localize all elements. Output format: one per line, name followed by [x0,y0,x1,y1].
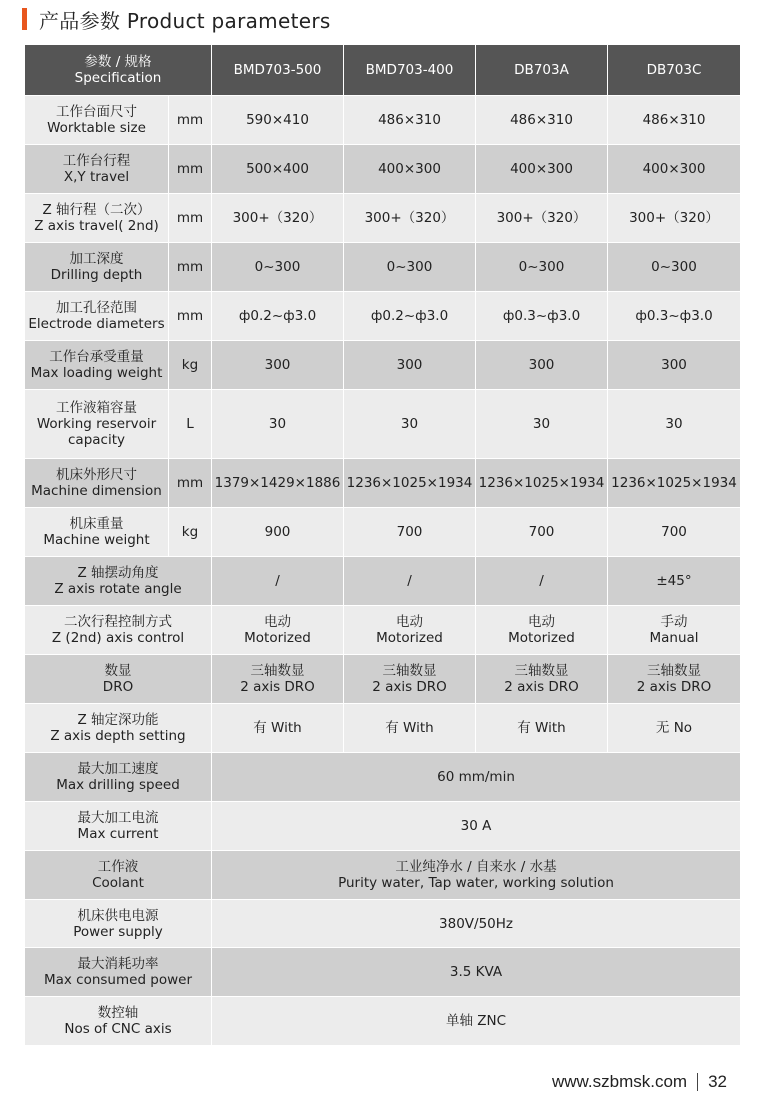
value-cell: 30 [476,390,608,459]
page-title: 产品参数 Product parameters [39,8,331,33]
param-label [25,655,212,704]
value-cell: 900 [212,508,344,557]
value-cell: 1379×1429×1886 [212,459,344,508]
value-cell: 300+（320） [212,194,344,243]
spec-header-cn: 参数 / 规格 [84,54,152,70]
param-label-en: Coolant [92,875,144,891]
param-label-en: Power supply [73,923,163,940]
value-cell: 300 [212,341,344,390]
param-label-cn: 工作液箱容量 [56,400,137,416]
value-cn: 三轴数显 [382,663,437,679]
unit-cell: kg [169,341,212,390]
param-label-en: Electrode diameters [28,316,165,332]
table-row [25,948,741,997]
value-cn: 手动 [660,614,688,630]
value-cell: 有 With [212,704,344,753]
param-label-en: Z axis rotate angle [54,581,182,597]
unit-cell: mm [169,96,212,145]
unit-cell: kg [169,508,212,557]
value-cn: 电动 [528,614,555,630]
value-cell [608,606,741,655]
value-cell: 700 [344,508,476,557]
model-header: BMD703-500 [212,45,344,96]
param-label-cn: 最大消耗功率 [77,956,159,972]
merged-value-cell: 380V/50Hz [212,900,741,948]
merged-value-cell: 3.5 KVA [212,948,741,997]
value-en: 2 axis DRO [372,679,447,695]
value-cell: / [476,557,608,606]
table-row [25,145,741,194]
value-en: Motorized [244,630,311,646]
param-label-cn: 最大加工速度 [77,761,159,777]
param-label [25,390,169,459]
model-header: BMD703-400 [344,45,476,96]
value-cell: 400×300 [608,145,741,194]
param-label-en: X,Y travel [63,169,130,185]
param-label [25,557,212,606]
value-cell: ф0.3~ф3.0 [608,292,741,341]
value-cell: 30 [212,390,344,459]
value-en: 2 axis DRO [240,679,315,695]
param-label [25,900,212,948]
param-label [25,194,169,243]
param-label-cn: 机床供电电源 [77,907,159,924]
value-cell: 300+（320） [476,194,608,243]
page-footer [552,1072,727,1092]
merged-value-cell: 60 mm/min [212,753,741,802]
param-label-en: Max consumed power [43,972,193,988]
value-en: Manual [649,630,699,646]
param-label [25,292,169,341]
table-header-row [25,45,741,96]
value-cell: 300+（320） [608,194,741,243]
param-label-cn: 工作台承受重量 [49,349,144,365]
value-en: Purity water, Tap water, working solution [338,875,614,891]
table-row [25,900,741,948]
table-row [25,802,741,851]
param-label-cn: 加工孔径范围 [56,300,137,316]
param-label-cn: 最大加工电流 [77,810,159,826]
value-cell: 400×300 [476,145,608,194]
table-row [25,194,741,243]
param-label-en: DRO [102,679,134,695]
table-row [25,606,741,655]
param-label [25,341,169,390]
value-cell: 1236×1025×1934 [344,459,476,508]
value-cell: ±45° [608,557,741,606]
unit-cell: L [169,390,212,459]
value-en: 2 axis DRO [504,679,579,695]
page-header [22,6,331,32]
value-cell: 300 [608,341,741,390]
value-cell: 有 With [344,704,476,753]
value-cell [476,606,608,655]
param-label-cn: 二次行程控制方式 [64,614,172,630]
value-cell: 0~300 [476,243,608,292]
value-en: Motorized [376,630,443,646]
value-cell: 486×310 [476,96,608,145]
param-label [25,704,212,753]
value-cell: 30 [608,390,741,459]
merged-value-cell: 单轴 ZNC [212,997,741,1046]
param-label-cn: 加工深度 [69,251,124,267]
param-label-en: Max drilling speed [56,777,180,793]
value-cn: 三轴数显 [647,663,701,679]
page-number: 32 [708,1072,727,1091]
title-accent-bar [22,8,27,30]
param-label-en: Machine weight [43,532,150,548]
value-cell: ф0.2~ф3.0 [212,292,344,341]
param-label-cn: Z 轴定深功能 [77,712,159,728]
param-label-cn: 工作台面尺寸 [56,104,137,120]
value-cell: 486×310 [608,96,741,145]
param-label-en: Working reservoir capacity [36,416,157,448]
param-label-en: Nos of CNC axis [64,1021,172,1037]
product-parameters-table [24,44,741,1046]
value-cell: / [212,557,344,606]
value-cell: 300 [344,341,476,390]
value-cell: 700 [608,508,741,557]
table-row [25,341,741,390]
value-cell: 590×410 [212,96,344,145]
value-cn: 工业纯净水 / 自来水 / 水基 [395,859,557,875]
value-cell: 0~300 [212,243,344,292]
value-en: Motorized [508,630,575,646]
value-cell [344,606,476,655]
param-label-en: Drilling depth [50,267,143,283]
value-cell: 0~300 [344,243,476,292]
unit-cell: mm [169,194,212,243]
param-label-en: Z axis depth setting [50,728,186,744]
table-row [25,655,741,704]
value-cell: 400×300 [344,145,476,194]
value-cn: 电动 [396,614,423,630]
model-header: DB703A [476,45,608,96]
value-cell [608,655,741,704]
table-row [25,243,741,292]
table-row [25,292,741,341]
param-label [25,243,169,292]
value-cell: 486×310 [344,96,476,145]
value-cell: 700 [476,508,608,557]
value-cn: 三轴数显 [514,663,569,679]
param-label-cn: 机床外形尺寸 [56,467,137,483]
param-label-en: Machine dimension [31,483,162,499]
param-label-en: Worktable size [47,120,146,136]
param-label-cn: 工作台行程 [62,153,131,169]
value-cell: ф0.3~ф3.0 [476,292,608,341]
table-row [25,704,741,753]
param-label-cn: 数控轴 [97,1005,139,1021]
footer-divider [697,1073,698,1091]
value-cell: 500×400 [212,145,344,194]
value-cell: 1236×1025×1934 [476,459,608,508]
table-row [25,753,741,802]
value-cell: / [344,557,476,606]
value-cell: 300 [476,341,608,390]
merged-value-cell [212,851,741,900]
param-label [25,997,212,1046]
value-cell: 30 [344,390,476,459]
param-label [25,145,169,194]
param-label-en: Z axis travel( 2nd) [34,218,159,234]
unit-cell: mm [169,459,212,508]
value-cell: ф0.2~ф3.0 [344,292,476,341]
table-row [25,459,741,508]
value-cell [212,606,344,655]
param-label [25,459,169,508]
table-row [25,96,741,145]
param-label [25,948,212,997]
table-row [25,557,741,606]
param-label-cn: 数显 [104,663,132,679]
value-cell [344,655,476,704]
param-label-cn: Z 轴行程（二次） [42,202,151,218]
merged-value-cell: 30 A [212,802,741,851]
value-cell [212,655,344,704]
value-cn: 电动 [264,614,291,630]
table-row [25,508,741,557]
spec-header-en: Specification [74,70,162,86]
param-label-cn: 工作液 [97,859,139,875]
value-cell: 1236×1025×1934 [608,459,741,508]
website-link[interactable]: www.szbmsk.com [552,1072,688,1091]
param-label [25,508,169,557]
param-label [25,802,212,851]
value-cell: 0~300 [608,243,741,292]
value-cell: 300+（320） [344,194,476,243]
model-header: DB703C [608,45,741,96]
value-cell [476,655,608,704]
unit-cell: mm [169,292,212,341]
table-row [25,851,741,900]
value-cn: 三轴数显 [250,663,305,679]
param-label [25,606,212,655]
unit-cell: mm [169,145,212,194]
param-label-en: Max loading weight [30,365,163,381]
spec-header-cell [25,45,212,96]
param-label [25,753,212,802]
param-label [25,96,169,145]
param-label-en: Max current [77,826,159,842]
value-en: 2 axis DRO [636,679,712,695]
param-label-en: Z (2nd) axis control [51,630,185,646]
param-label-cn: Z 轴摆动角度 [77,565,159,581]
value-cell: 无 No [608,704,741,753]
value-cell: 有 With [476,704,608,753]
table-row [25,390,741,459]
param-label [25,851,212,900]
param-label-cn: 机床重量 [69,516,124,532]
table-row [25,997,741,1046]
unit-cell: mm [169,243,212,292]
